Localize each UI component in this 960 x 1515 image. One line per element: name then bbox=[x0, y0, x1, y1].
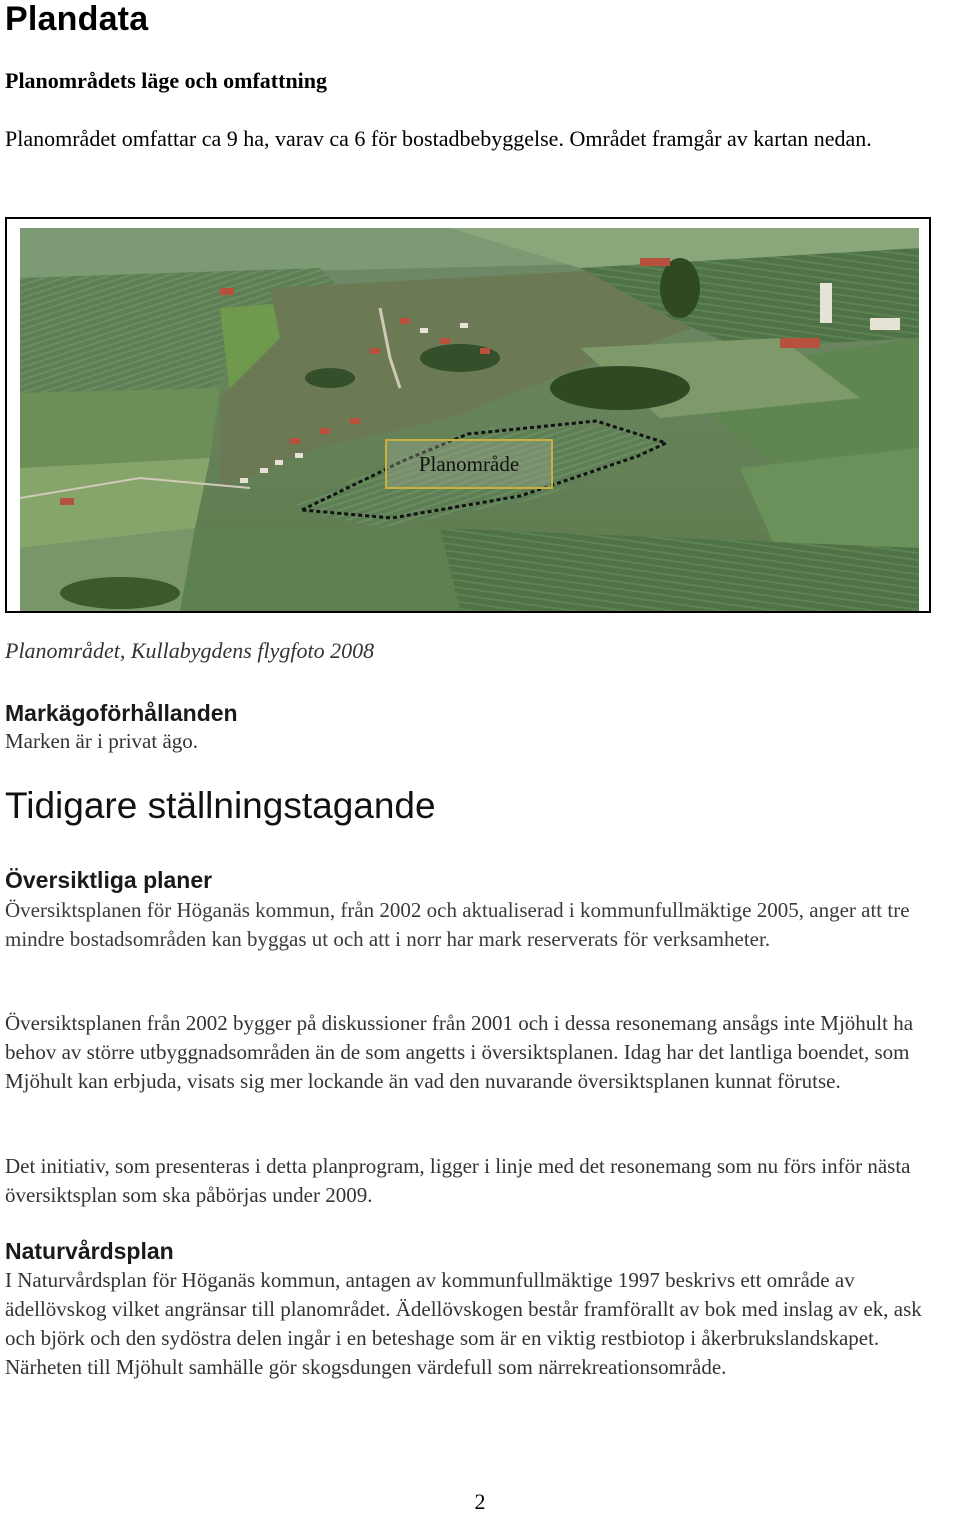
heading-naturvardsplan: Naturvårdsplan bbox=[5, 1238, 174, 1264]
paragraph-oversikt-1: Översiktsplanen för Höganäs kommun, från 2002 och aktualiserad i kommunfullmäktige 2005, anger att tre mindre bostadsområden kan byggas ut och att i norr har mark reserverats för verksamheter. bbox=[5, 898, 910, 951]
section-title-plandata: Plandata bbox=[5, 0, 149, 38]
paragraph-oversikt-3: Det initiativ, som presenteras i detta planprogram, ligger i linje med det resonemang som nu förs inför nästa översiktsplan som ska påbörjas under 2009. bbox=[5, 1154, 911, 1207]
heading-oversiktliga-planer: Översiktliga planer bbox=[5, 867, 213, 893]
aerial-photo bbox=[20, 228, 919, 611]
paragraph-mark: Marken är i privat ägo. bbox=[5, 729, 199, 753]
plan-area-label: Planområde bbox=[418, 451, 520, 476]
aerial-photo-frame bbox=[5, 217, 931, 613]
plan-area-label-box bbox=[385, 439, 553, 489]
paragraph-oversikt-2: Översiktsplanen från 2002 bygger på diskussioner från 2001 och i dessa resonemang ansågs inte Mjöhult ha behov av större utbyggnadsområden än de som angetts i översiktsplanen. Idag har det lantliga boendet, som Mjöhult kan erbjuda, visats sig mer lockande än vad den nuvarande översiktsplanen kunnat förutse. bbox=[5, 1011, 914, 1093]
section-title-tidigare: Tidigare ställningstagande bbox=[5, 785, 436, 826]
paragraph-omfattning: Planområdet omfattar ca 9 ha, varav ca 6 för bostadbebyggelse. Området framgår av kartan nedan. bbox=[5, 126, 872, 151]
heading-planomradets-lage: Planområdets läge och omfattning bbox=[5, 68, 328, 93]
heading-markagoforhallanden: Markägoförhållanden bbox=[5, 700, 238, 726]
page-number: 2 bbox=[474, 1489, 486, 1514]
photo-caption: Planområdet, Kullabygdens flygfoto 2008 bbox=[5, 638, 375, 663]
paragraph-naturvardsplan: I Naturvårdsplan för Höganäs kommun, antagen av kommunfullmäktige 1997 beskrivs ett område av ädellövskog vilket angränsar till planområdet. Ädellövskogen består framförallt av bok med inslag av ek, ask och björk och den sydöstra delen ingår i en beteshage som är en viktig restbiotop i åkerbrukslandskapet. Närheten till Mjöhult samhälle gör skogsdungen värdefull som närrekreationsområde. bbox=[5, 1268, 922, 1379]
